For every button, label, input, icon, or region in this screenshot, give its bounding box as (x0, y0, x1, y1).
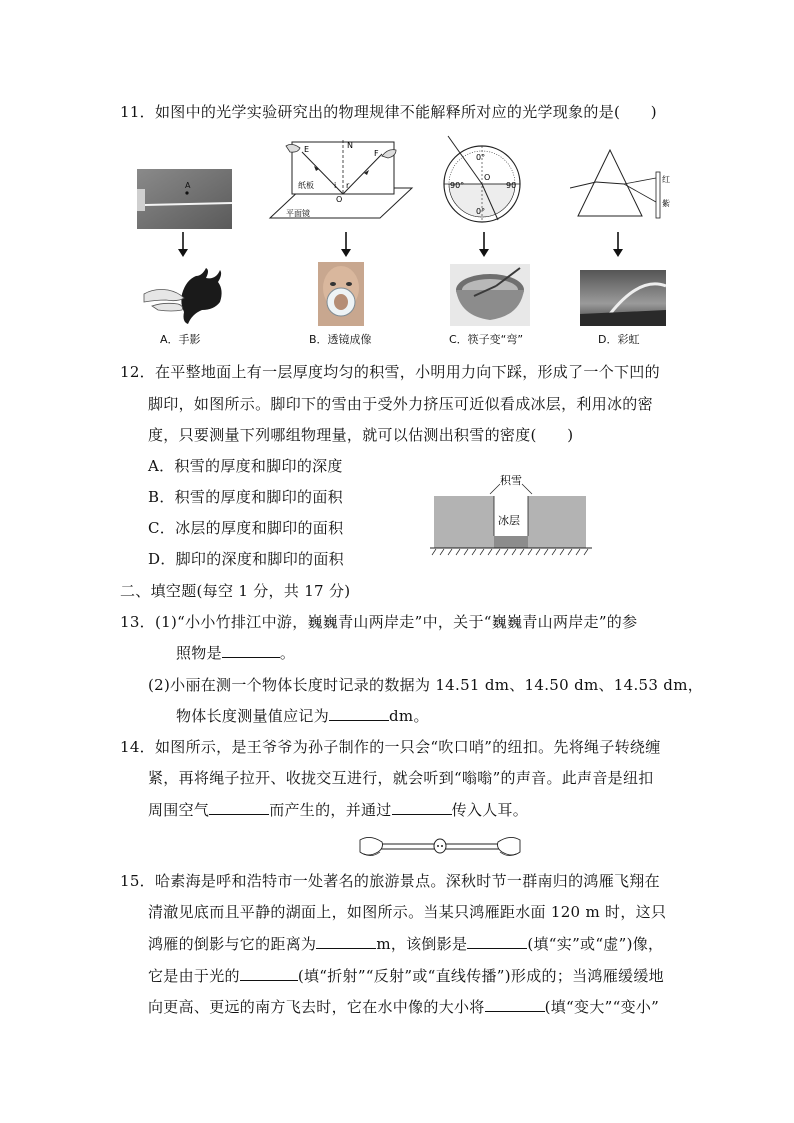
q13-text: 物体长度测量值应记为 (176, 707, 330, 725)
q15-line2: 清澈见底而且平静的湖面上，如图所示。当某只鸿雁距水面 120 m 时，这只 (148, 903, 667, 921)
answer-blank[interactable] (467, 934, 527, 949)
down-arrow-icon (340, 232, 352, 258)
q15-text: (填“折射”“反射”或“直线传播”)形成的；当鸿雁缓缓地 (297, 967, 664, 985)
label-e: E (304, 145, 310, 154)
chopsticks-bowl-image (450, 264, 530, 326)
q13-part2-line2 (176, 706, 429, 726)
answer-blank[interactable] (209, 800, 269, 815)
label-snow: 积雪 (500, 474, 522, 487)
q12-option-b: B．积雪的厚度和脚印的面积 (148, 488, 343, 506)
label-0-top: 0° (476, 153, 486, 162)
q15-text: (填“实”或“虚”)像， (527, 935, 664, 953)
answer-blank[interactable] (392, 800, 452, 815)
q14-text: 传入人耳。 (451, 801, 529, 819)
q13-part1-line2 (176, 643, 295, 663)
q11-stem: 11．如图中的光学实验研究出的物理规律不能解释所对应的光学现象的是( ) (120, 103, 657, 121)
lens-image-photo (318, 262, 364, 326)
answer-blank[interactable] (485, 997, 545, 1012)
down-arrow-icon (612, 232, 624, 258)
answer-blank[interactable] (222, 643, 280, 658)
q12-line1: 12．在平整地面上有一层厚度均匀的积雪，小明用力向下踩，形成了一个下凹的 (120, 363, 660, 381)
q15-line5 (148, 997, 659, 1017)
label-90-right: 90 (506, 181, 517, 190)
label-mirror: 平面镜 (286, 209, 310, 218)
label-red: 红 (662, 175, 670, 184)
section-heading: 二、填空题(每空 1 分，共 17 分) (120, 582, 351, 600)
label-paper: 纸板 (298, 181, 314, 190)
q15-text: (填“变大”“变小” (544, 998, 660, 1016)
q14-line1: 14．如图所示，是王爷爷为孙子制作的一只会“吹口哨”的纽扣。先将绳子转绕缠 (120, 738, 661, 756)
q11-figure-a-laser (137, 169, 232, 229)
q14-text: 周围空气 (148, 801, 210, 819)
q13-text: dm。 (389, 707, 429, 725)
q12-snow-footprint-figure (430, 470, 592, 556)
label-f: F (374, 149, 379, 158)
q15-line1: 15．哈素海是呼和浩特市一处著名的旅游景点。深秋时节一群南归的鸿雁飞翔在 (120, 872, 660, 890)
label-n: N (347, 141, 353, 150)
label-o2: O (484, 173, 491, 182)
q12-line2: 脚印，如图所示。脚印下的雪由于受外力挤压可近似看成冰层，利用冰的密 (148, 395, 653, 413)
down-arrow-icon (177, 232, 189, 258)
hand-shadow-image (142, 264, 234, 326)
q11-figure-d-prism (570, 144, 670, 226)
q15-line4 (148, 966, 664, 986)
label-purple: 紫 (662, 199, 670, 208)
q15-text: 鸿雁的倒影与它的距离为 (148, 935, 317, 953)
option-a-label: A．手影 (160, 333, 201, 346)
q15-text: 向更高、更远的南方飞去时，它在水中像的大小将 (148, 998, 485, 1016)
answer-blank[interactable] (316, 934, 376, 949)
q11-figure-c-refraction (440, 134, 522, 226)
label-ice: 冰层 (498, 514, 520, 527)
label-o: O (336, 195, 343, 204)
q14-line2: 紧，再将绳子拉开、收拢交互进行，就会听到“嗡嗡”的声音。此声音是纽扣 (148, 769, 654, 787)
q12-line3: 度，只要测量下列哪组物理量，就可以估测出积雪的密度( ) (148, 426, 574, 444)
q14-line3 (148, 800, 528, 820)
rainbow-image (580, 270, 666, 326)
answer-blank[interactable] (240, 966, 298, 981)
option-d-label: D．彩虹 (598, 333, 640, 346)
label-a: A (185, 181, 191, 190)
q13-part2-line1: (2)小丽在测一个物体长度时记录的数据为 14.51 dm、14.50 dm、14.53 dm， (148, 676, 704, 694)
q14-text: 而产生的，并通过 (269, 801, 392, 819)
q12-option-c: C．冰层的厚度和脚印的面积 (148, 519, 344, 537)
q15-text: m，该倒影是 (376, 935, 468, 953)
label-i: i (334, 181, 337, 190)
label-r: r (346, 181, 350, 190)
q12-option-a: A．积雪的厚度和脚印的深度 (148, 457, 343, 475)
button-whistle-figure (358, 832, 522, 862)
down-arrow-icon (478, 232, 490, 258)
q12-option-d: D．脚印的深度和脚印的面积 (148, 550, 344, 568)
q13-part1-line1: 13．(1)“小小竹排江中游，巍巍青山两岸走”中，关于“巍巍青山两岸走”的参 (120, 613, 638, 631)
q13-text: 。 (279, 644, 296, 662)
option-c-label: C．筷子变“弯” (449, 333, 524, 346)
q13-text: 照物是 (176, 644, 222, 662)
label-0-bottom: 0° (476, 207, 486, 216)
q15-text: 它是由于光的 (148, 967, 240, 985)
answer-blank[interactable] (329, 706, 389, 721)
q11-figure-b-reflection (264, 136, 414, 232)
label-90-left: 90° (450, 181, 465, 190)
option-b-label: B．透镜成像 (309, 333, 372, 346)
q15-line3 (148, 934, 663, 954)
